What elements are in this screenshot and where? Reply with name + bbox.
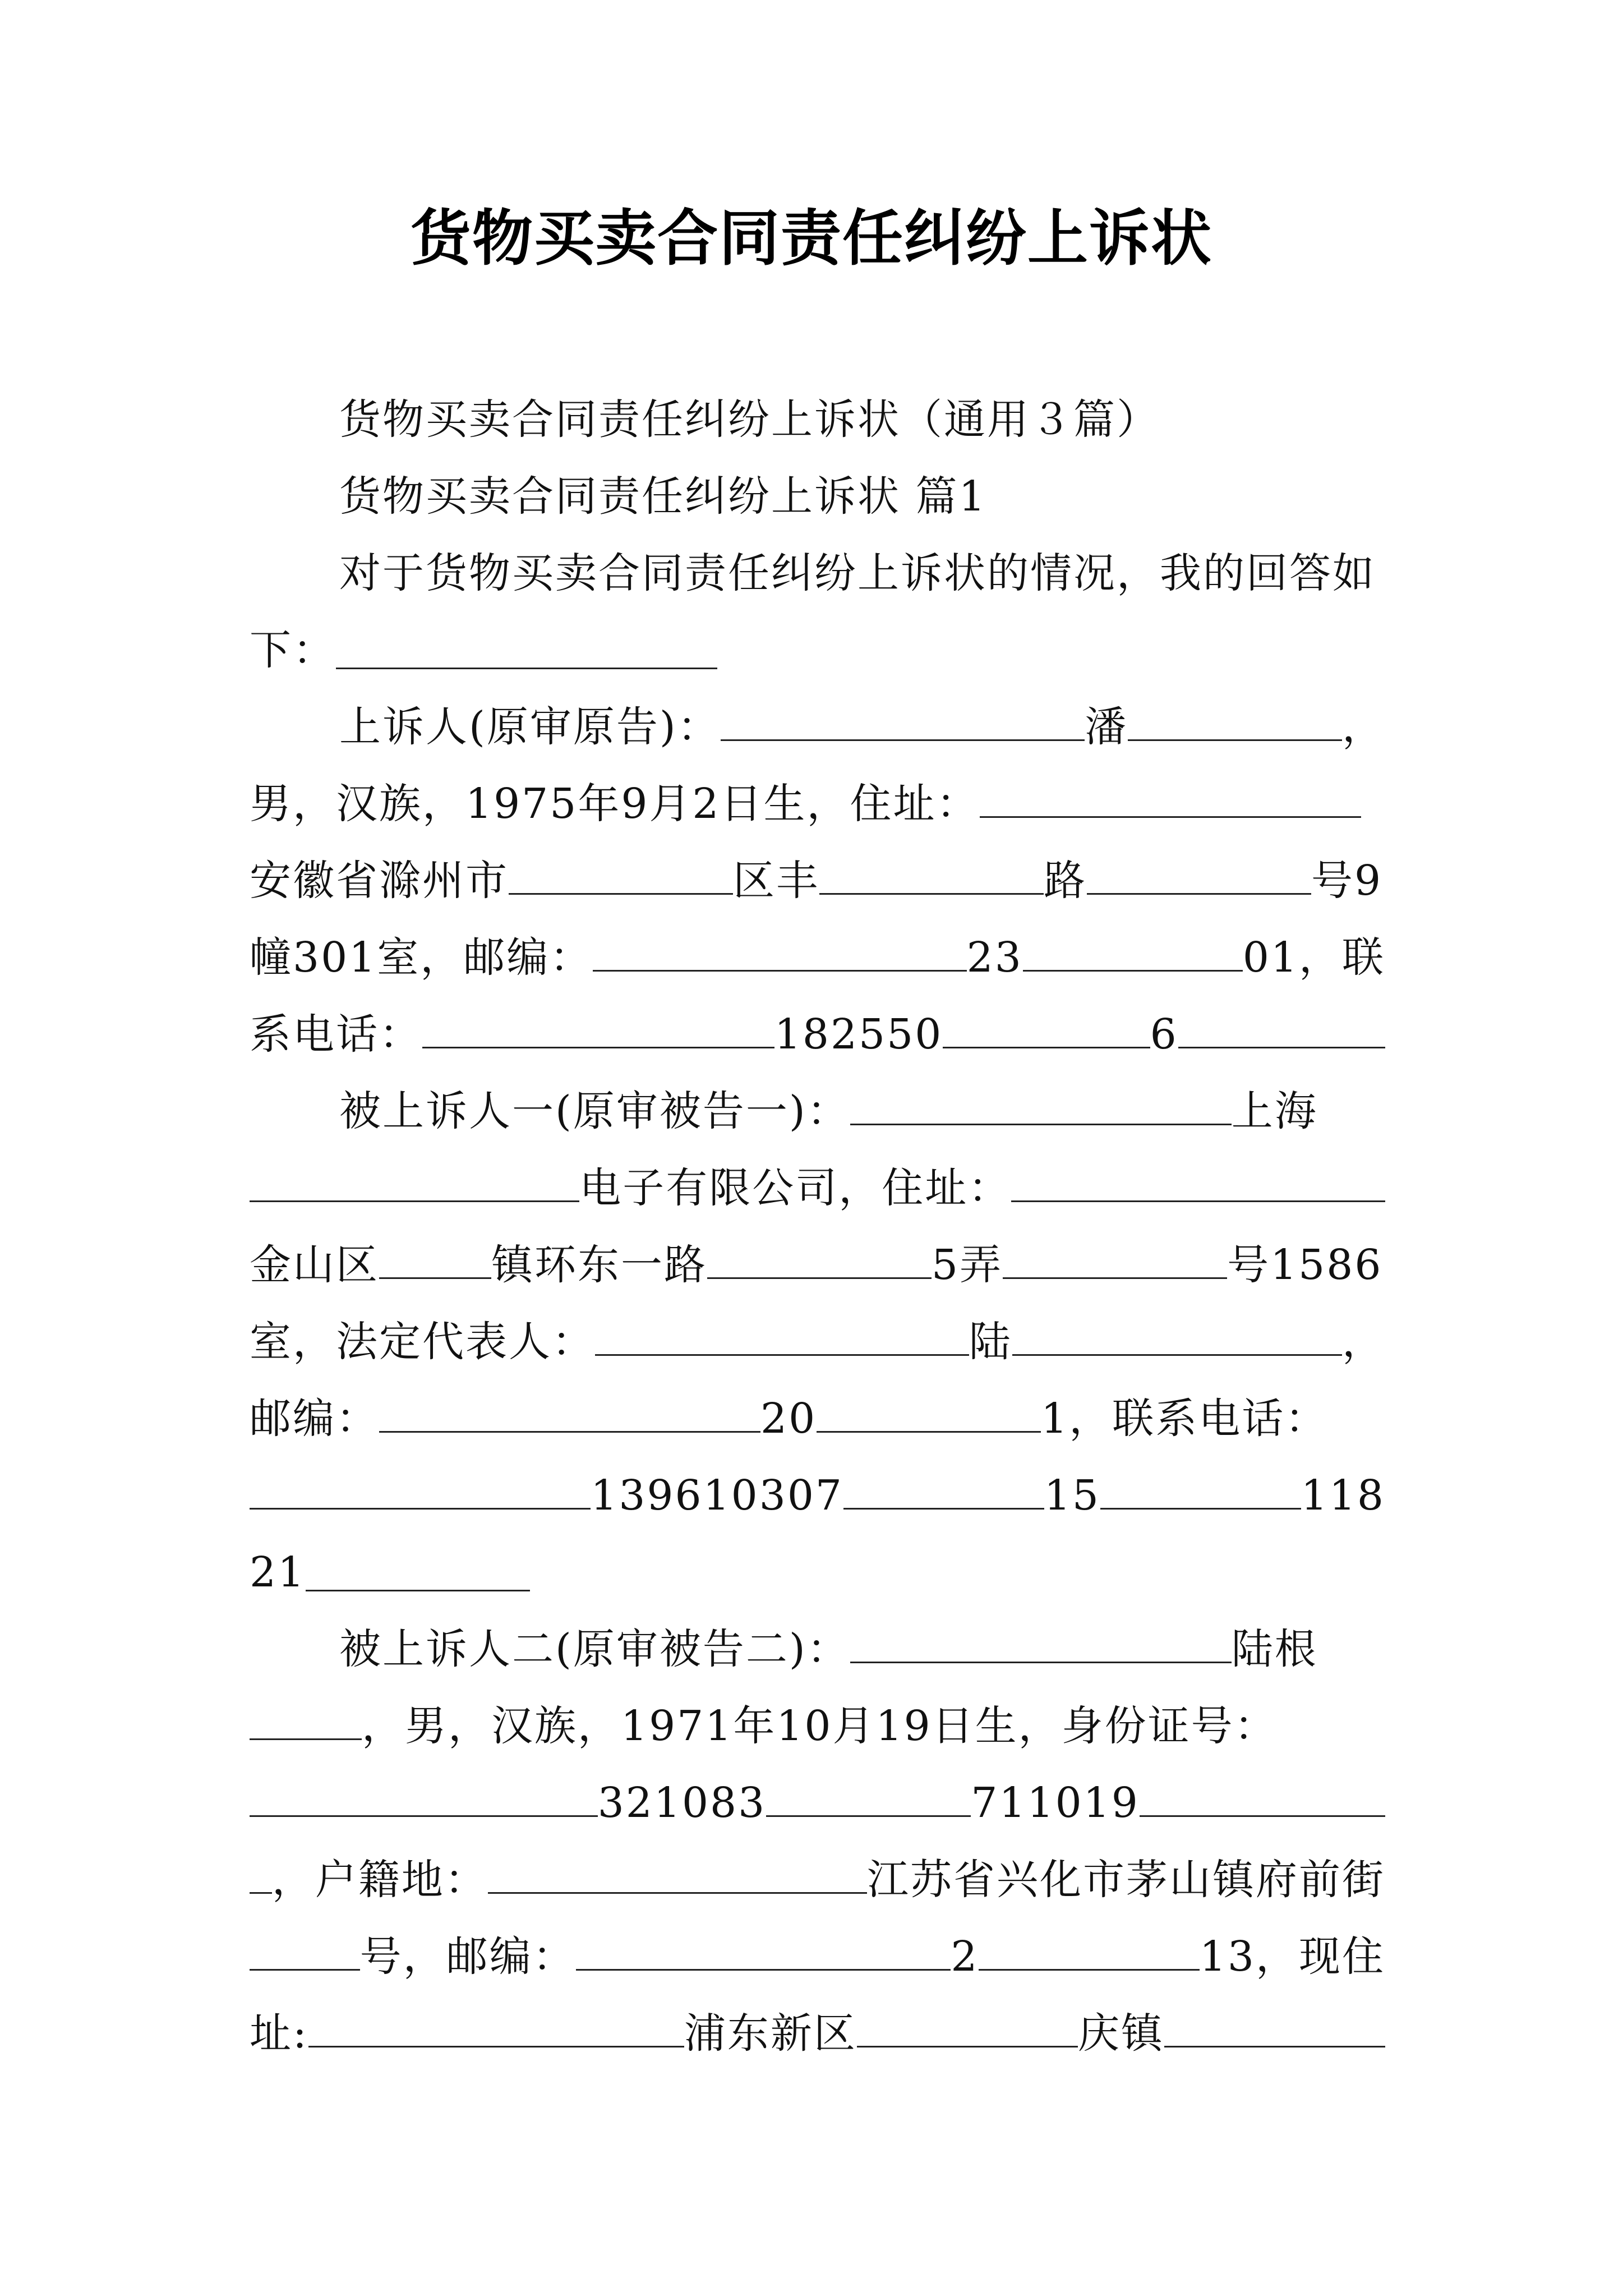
document-line [250, 996, 1385, 1073]
fill-in-blank [943, 1009, 1150, 1048]
text-segment: 江苏省兴化市茅山镇府前街 [867, 1856, 1385, 1904]
fill-in-blank [1164, 2008, 1385, 2047]
text-segment: 货物买卖合同责任纠纷上诉状（通用３篇） [339, 395, 1160, 444]
fill-in-blank [379, 1393, 760, 1433]
fill-in-blank [843, 1470, 1044, 1510]
text-segment: 号1586 [1227, 1241, 1383, 1289]
text-segment: 23 [966, 933, 1023, 982]
text-segment: 幢301室，邮编： [250, 933, 593, 982]
text-segment: 上海 [1231, 1087, 1318, 1135]
text-segment: 安徽省滁州市 [250, 857, 509, 905]
document-line [250, 1688, 1385, 1765]
fill-in-blank [979, 1931, 1199, 1971]
text-segment: 室，法定代表人： [250, 1318, 595, 1366]
fill-in-blank [817, 1393, 1041, 1433]
text-segment: 5弄 [932, 1241, 1003, 1289]
fill-in-blank [250, 1470, 591, 1510]
text-segment: 陆根 [1231, 1625, 1318, 1673]
document-line [250, 1611, 1385, 1688]
document-line [250, 535, 1385, 612]
text-segment: ， [1342, 703, 1385, 751]
fill-in-blank [379, 1240, 491, 1279]
document-line [250, 1073, 1385, 1150]
fill-in-blank [1178, 1009, 1385, 1048]
text-segment: 被上诉人二(原审被告二)： [339, 1625, 850, 1673]
fill-in-blank [250, 1855, 272, 1894]
fill-in-blank [1011, 1163, 1385, 1202]
text-segment: 711019 [971, 1779, 1140, 1827]
fill-in-blank [336, 630, 717, 669]
fill-in-blank [422, 1009, 774, 1048]
text-segment: ， [1342, 1318, 1385, 1366]
fill-in-blank [593, 932, 966, 972]
fill-in-blank [488, 1855, 867, 1894]
document-line [250, 1534, 1385, 1611]
document-line [250, 1227, 1385, 1304]
text-segment: 男，汉族，1975年9月2日生，住址： [250, 780, 980, 828]
document-line [250, 766, 1385, 843]
fill-in-blank [250, 1163, 579, 1202]
fill-in-blank [721, 702, 1085, 741]
document-line [250, 1381, 1385, 1457]
fill-in-blank [980, 779, 1361, 818]
text-segment: ，男，汉族，1971年10月19日生，身份证号： [362, 1702, 1278, 1750]
fill-in-blank [1128, 702, 1342, 741]
text-segment: 货物买卖合同责任纠纷上诉状 篇1 [339, 472, 987, 521]
fill-in-blank [576, 1931, 951, 1971]
text-segment: 21 [250, 1548, 306, 1596]
fill-in-blank [1087, 855, 1311, 895]
text-segment: ，户籍地： [271, 1856, 488, 1904]
document-line [250, 458, 1385, 535]
text-segment: 电子有限公司，住址： [579, 1164, 1012, 1212]
text-segment: 321083 [597, 1779, 767, 1827]
document-line [250, 1995, 1385, 2072]
fill-in-blank [250, 1778, 598, 1817]
document-line [250, 919, 1385, 996]
text-segment: 浦东新区 [684, 2009, 857, 2058]
fill-in-blank [1003, 1240, 1227, 1279]
fill-in-blank [850, 1086, 1232, 1125]
document-body [250, 381, 1385, 2072]
document-line [250, 381, 1385, 458]
fill-in-blank [250, 1701, 362, 1740]
text-segment: 镇环东一路 [491, 1241, 707, 1289]
text-segment: 区丰 [733, 857, 819, 905]
document-line [250, 689, 1385, 766]
fill-in-blank [1100, 1470, 1301, 1510]
text-segment: 对于货物买卖合同责任纠纷上诉状的情况，我的回答如 [339, 549, 1376, 597]
fill-in-blank [250, 1931, 360, 1971]
text-segment: 址: [250, 2009, 308, 2058]
text-segment: 金山区 [250, 1241, 379, 1289]
text-segment: 号9 [1311, 857, 1383, 905]
text-segment: 15 [1044, 1471, 1100, 1520]
fill-in-blank [1012, 1317, 1342, 1356]
text-segment: 下： [250, 626, 336, 674]
document-title: 货物买卖合同责任纠纷上诉状 [410, 203, 1212, 274]
document-line [250, 1304, 1385, 1381]
fill-in-blank [766, 1778, 971, 1817]
text-segment: 潘 [1085, 703, 1128, 751]
fill-in-blank [1023, 932, 1243, 972]
document-line [250, 1457, 1385, 1534]
text-segment: 号，邮编： [359, 1932, 576, 1981]
fill-in-blank [308, 2008, 684, 2047]
document-line [250, 612, 1385, 689]
text-segment: 182550 [774, 1010, 943, 1059]
text-segment: 13，现住 [1199, 1932, 1385, 1981]
fill-in-blank [595, 1317, 969, 1356]
text-segment: 139610307 [591, 1471, 843, 1520]
text-segment: 1，联系电话： [1041, 1395, 1329, 1443]
text-segment: 上诉人(原审原告)： [339, 703, 721, 751]
text-segment: 路 [1044, 857, 1087, 905]
text-segment: 被上诉人一(原审被告一)： [339, 1087, 850, 1135]
text-segment: 20 [760, 1395, 817, 1443]
text-segment: 陆 [969, 1318, 1012, 1366]
text-segment: 邮编： [250, 1395, 379, 1443]
fill-in-blank [509, 855, 733, 895]
fill-in-blank [707, 1240, 932, 1279]
fill-in-blank [850, 1624, 1232, 1663]
document-line [250, 843, 1385, 919]
fill-in-blank [857, 2008, 1078, 2047]
text-segment: 2 [951, 1932, 979, 1981]
fill-in-blank [1140, 1778, 1385, 1817]
text-segment: 6 [1150, 1010, 1178, 1059]
text-segment: 01，联 [1242, 933, 1385, 982]
text-segment: 系电话： [250, 1010, 422, 1059]
fill-in-blank [819, 855, 1044, 895]
text-segment: 庆镇 [1077, 2009, 1164, 2058]
document-line [250, 1765, 1385, 1842]
fill-in-blank [306, 1552, 530, 1591]
document-line [250, 1918, 1385, 1995]
document-line [250, 1842, 1385, 1918]
text-segment: 118 [1301, 1471, 1385, 1520]
document-line [250, 1150, 1385, 1227]
